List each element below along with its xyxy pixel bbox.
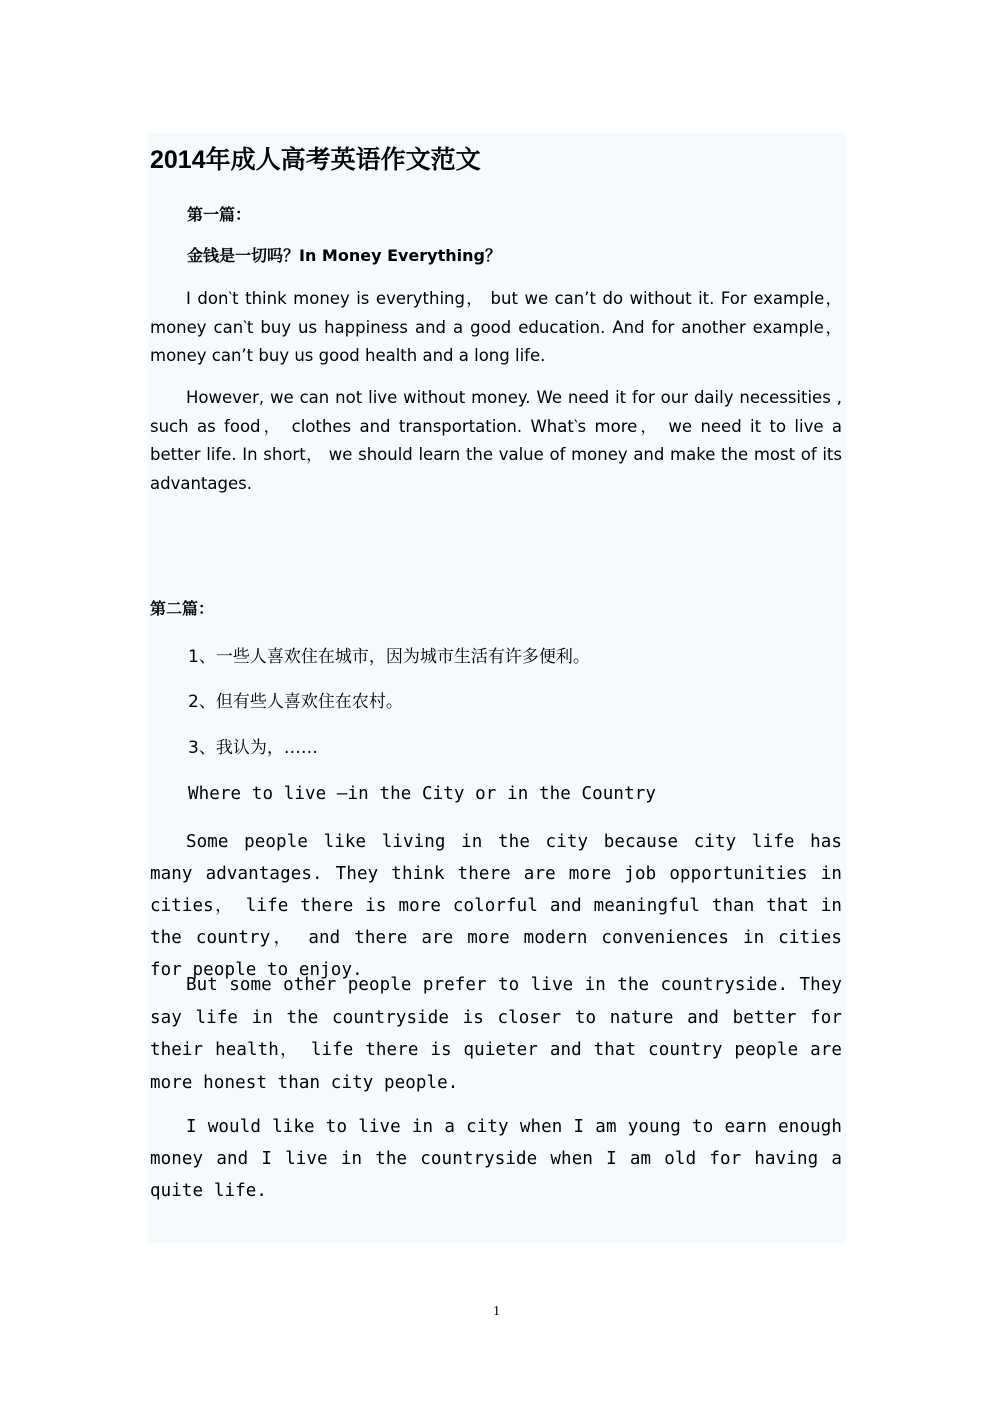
section1-subtitle: 金钱是一切吗？In Money Everything？	[187, 246, 501, 265]
section1-paragraph-2: However, we can not live without money. We need it for our daily necessities , such as food， clothes and transportation. What‵s more， we need it to live a better life. In short， we should learn the value of money and make the most of its advantages.	[150, 388, 842, 493]
section2-paragraph-2: But some other people prefer to live in the countryside. They say life in the countryside is closer to nature and better for their health， life there is quieter and that country people are more honest than city people.	[150, 975, 842, 1093]
section2-item-2: 2、但有些人喜欢住在农村。	[188, 692, 403, 712]
section2-label: 第二篇：	[150, 599, 215, 618]
section1-label: 第一篇：	[187, 205, 252, 224]
section2-item-3: 3、我认为，……	[188, 738, 318, 758]
section2-item-1: 1、一些人喜欢住在城市，因为城市生活有许多便利。	[188, 647, 590, 667]
section2-heading: Where to live —in the City or in the Country	[188, 784, 656, 804]
section2-paragraph-1: Some people like living in the city because city life has many advantages. They think there are more job opportunities in cities， life there is more colorful and meaningful than that in the country， and there are more modern conveniences in cities for people to enjoy.	[150, 832, 842, 980]
page-number: 1	[493, 1304, 500, 1319]
section2-paragraph-3: I would like to live in a city when I am young to earn enough money and I live in the countryside when I am old for having a quite life.	[150, 1117, 842, 1201]
document-title: 2014年成人高考英语作文范文	[150, 146, 481, 174]
section1-paragraph-1: I don‵t think money is everything， but we can’t do without it. For example， money can‵t buy us happiness and a good education. And for another example， money can’t buy us good health and a long life.	[150, 289, 842, 365]
